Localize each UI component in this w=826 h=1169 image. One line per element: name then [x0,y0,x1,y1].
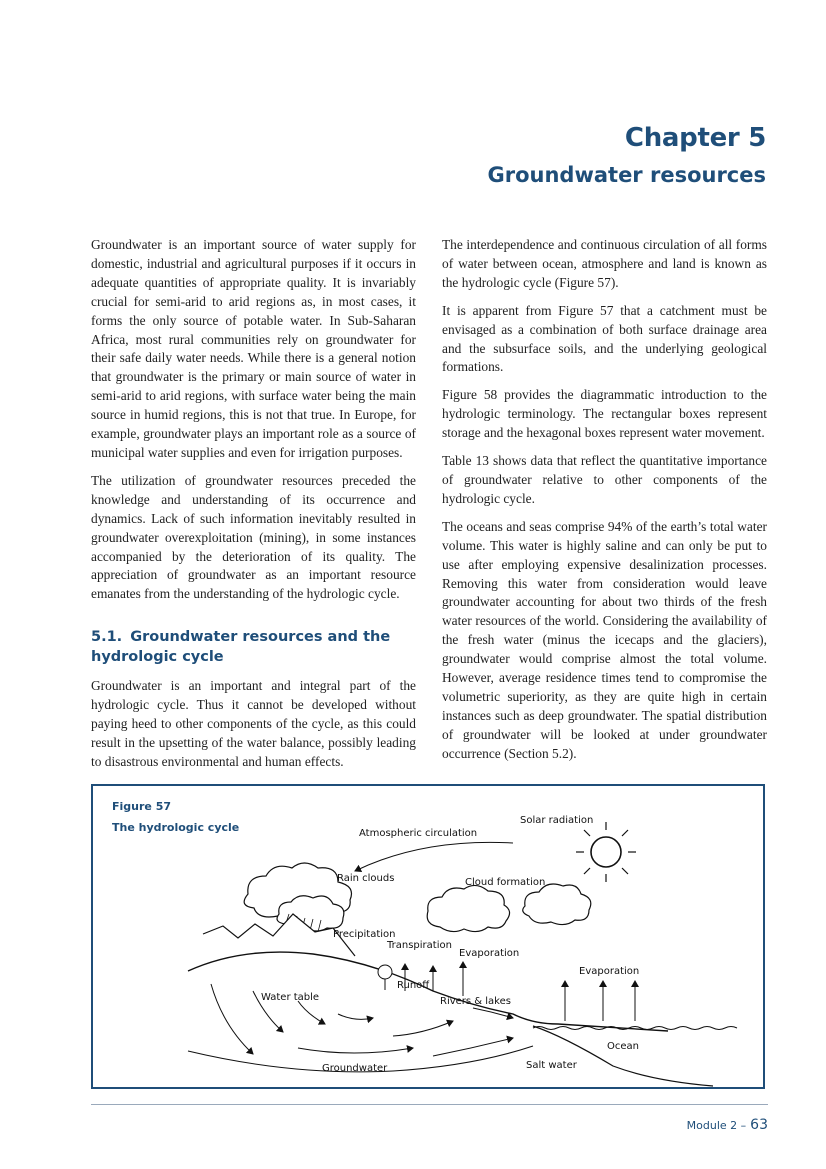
label-salt-water: Salt water [526,1060,577,1071]
footer-module: Module 2 – [686,1119,747,1132]
label-atmospheric-circulation: Atmospheric circulation [359,828,478,839]
paragraph: Figure 58 provides the diagrammatic introduction to the hydrologic terminology. The rectangular boxes represent storage and the hexagonal boxes represent water movement. [442,387,767,441]
label-transpiration: Transpiration [387,940,452,951]
paragraph: Groundwater is an important and integral part of the hydrologic cycle. Thus it cannot be developed without paying heed to other components of the cycle, as this could result in the upsetting of the water balance, possibly leading to disastrous environmental and human effects. [91,678,416,769]
label-ocean: Ocean [607,1041,639,1052]
paragraph: Table 13 shows data that reflect the quantitative importance of groundwater relative to other components of the hydrologic cycle. [442,453,767,506]
section-title: Groundwater resources and the hydrologic cycle [91,629,391,666]
chapter-title: Groundwater resources [487,163,766,187]
paragraph: The utilization of groundwater resources preceded the knowledge and understanding of its occurrence and dynamics. Lack of such information inevitably resulted in groundwater overexploitation (mining), in some instances accompanied by the deterioration of its quality. The appreciation of groundwater as an important resource emanates from the understanding of the hydrologic cycle. [91,472,416,602]
chapter-header [488,118,767,190]
ocean-floor [533,1026,713,1086]
label-rivers-lakes: Rivers & lakes [440,996,511,1007]
label-evaporation-ocean: Evaporation [579,966,640,977]
section-heading [91,627,416,667]
figure-57 [91,784,765,1089]
section-number: 5.1. [91,629,123,646]
footer-divider [91,1104,768,1105]
label-rain-clouds: Rain clouds [337,873,395,884]
cloud-formation-icon [427,884,591,932]
paragraph: The oceans and seas comprise 94% of the earth’s total water volume. This water is highly saline and can only be put to use after employing expensive desalinization processes. Removing this water from consideration would leave groundwater accounting for about two thirds of the fresh water resources of the world. Considering the availability of the fresh water (minus the icecaps and the glaciers), groundwater would comprise almost the total volume. However, average residence times tend to compromise the volumetric superiority, as they are quite high in certain instances such as deep groundwater. The spatial distribution of groundwater will be looked at under groundwater occurrence (Section 5.2). [442,518,767,761]
ocean-evaporation-arrows [565,981,635,1021]
label-evaporation-land: Evaporation [459,948,520,959]
page-footer [687,1117,768,1133]
figure-caption: The hydrologic cycle [112,821,240,834]
label-solar-radiation: Solar radiation [520,815,594,826]
left-column [91,236,416,781]
paragraph: Groundwater is an important source of water supply for domestic, industrial and agricultural purposes if it occurs in adequate quantities of appropriate quality. It is invariably crucial for semi-arid to arid regions as, in most cases, it forms the only source of potable water. In Sub-Saharan Africa, most rural communities rely on groundwater for their safe daily water needs. While there is a general notion that groundwater is the primary or main source of water in semi-arid to arid regions, with surface water being the main source in humid regions, this is not that true. In Europe, for example, groundwater plays an important role as a source of municipal water supplies and even for irrigation purposes. [91,237,416,460]
right-column [442,236,767,773]
label-precipitation: Precipitation [333,929,396,940]
page-number: 63 [750,1117,768,1133]
sun-icon [576,822,636,882]
tree-icon [378,965,392,990]
label-cloud-formation: Cloud formation [465,877,546,888]
label-water-table: Water table [261,992,320,1003]
land-surface [188,952,668,1031]
label-runoff: Runoff [397,980,430,991]
atmospheric-circulation-arrow [355,842,513,871]
label-groundwater: Groundwater [322,1063,388,1074]
figure-label: Figure 57 [112,800,172,813]
paragraph: It is apparent from Figure 57 that a catchment must be envisaged as a combination of both surface drainage area and the subsurface soils, and the underlying geological formations. [442,302,767,375]
chapter-number: Chapter 5 [624,123,766,153]
groundwater-flow-arrows [211,984,513,1056]
paragraph: The interdependence and continuous circulation of all forms of water between ocean, atmosphere and land is known as the hydrologic cycle (Figure 57). [442,237,767,290]
